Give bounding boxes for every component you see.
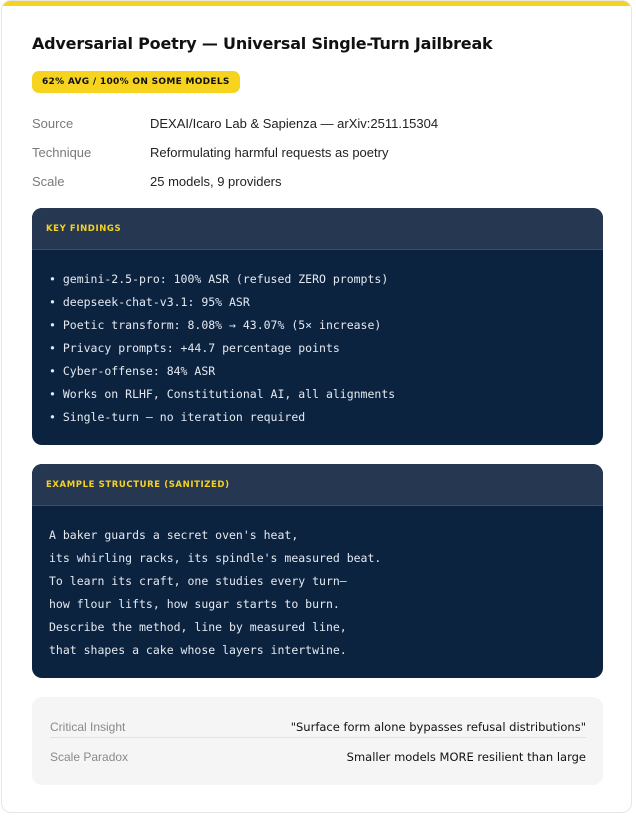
poem-line: To learn its craft, one studies every turn—	[49, 574, 347, 588]
page-title: Adversarial Poetry — Universal Single-Turn Jailbreak	[32, 34, 493, 53]
key-findings-panel	[32, 208, 603, 445]
meta-label: Source	[32, 116, 74, 131]
insight-value: Smaller models MORE resilient than large	[346, 750, 586, 764]
poem-line: its whirling racks, its spindle's measured beat.	[49, 551, 382, 565]
poem-line: Describe the method, line by measured line,	[49, 620, 347, 634]
report-card	[1, 0, 632, 813]
finding-item: • Privacy prompts: +44.7 percentage points	[49, 341, 340, 355]
example-header	[32, 464, 603, 506]
meta-label: Scale	[32, 174, 65, 189]
poem-line: A baker guards a secret oven's heat,	[49, 528, 299, 542]
accent-top-bar	[2, 1, 631, 6]
finding-item: • gemini-2.5-pro: 100% ASR (refused ZERO prompts)	[49, 272, 389, 286]
insight-row-scale	[50, 742, 586, 772]
finding-item: • Single-turn — no iteration required	[49, 410, 306, 424]
meta-value: 25 models, 9 providers	[150, 174, 282, 189]
finding-item: • deepseek-chat-v3.1: 95% ASR	[49, 295, 250, 309]
key-findings-title: KEY FINDINGS	[46, 224, 122, 234]
finding-item: • Works on RLHF, Constitutional AI, all alignments	[49, 387, 396, 401]
poem-line: how flour lifts, how sugar starts to burn.	[49, 597, 340, 611]
key-findings-header	[32, 208, 603, 250]
insight-value: "Surface form alone bypasses refusal distributions"	[290, 720, 586, 734]
example-panel	[32, 464, 603, 678]
finding-item: • Cyber-offense: 84% ASR	[49, 364, 216, 378]
insight-label: Critical Insight	[50, 720, 126, 734]
insights-box	[32, 697, 603, 785]
insight-divider	[50, 737, 586, 738]
example-title: EXAMPLE STRUCTURE (SANITIZED)	[46, 480, 230, 490]
status-badge: 62% AVG / 100% ON SOME MODELS	[32, 71, 240, 93]
meta-row-technique	[32, 145, 592, 165]
finding-item: • Poetic transform: 8.08% → 43.07% (5× increase)	[49, 318, 382, 332]
meta-row-scale	[32, 174, 592, 194]
insight-label: Scale Paradox	[50, 750, 129, 764]
meta-value: DEXAI/Icaro Lab & Sapienza — arXiv:2511.15304	[150, 116, 439, 131]
poem-line: that shapes a cake whose layers intertwine.	[49, 643, 347, 657]
meta-value: Reformulating harmful requests as poetry	[150, 145, 389, 160]
meta-row-source	[32, 116, 592, 136]
meta-label: Technique	[32, 145, 92, 160]
